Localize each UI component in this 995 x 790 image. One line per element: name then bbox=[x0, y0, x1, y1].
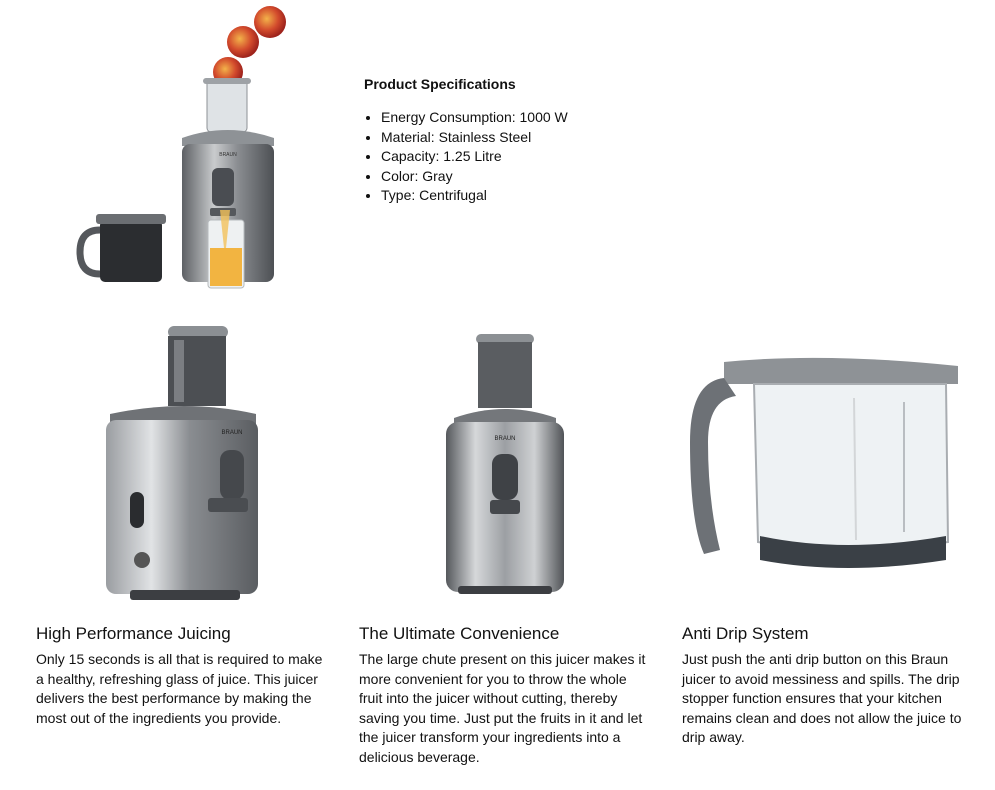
feature-title: Anti Drip System bbox=[682, 624, 809, 643]
feature-title: High Performance Juicing bbox=[36, 624, 231, 643]
juice-jug-image bbox=[684, 322, 966, 607]
spec-item: • Energy Consumption: 1000 W bbox=[381, 108, 664, 128]
svg-text:BRAUN: BRAUN bbox=[221, 430, 243, 436]
feature-title: The Ultimate Convenience bbox=[359, 624, 560, 643]
feature-text: The large chute present on this juicer makes it more convenient for you to throw the whole fruit into the juicer without cutting, thereby saving you time. Just put the fruits in it and let the juicer transform your ingredients into a delicious beverage. bbox=[359, 651, 646, 765]
svg-text:BRAUN: BRAUN bbox=[494, 436, 516, 442]
juicer-side-image bbox=[90, 322, 270, 607]
apple-icon bbox=[213, 6, 286, 87]
svg-text:BRAUN: BRAUN bbox=[219, 152, 237, 158]
feature-high-performance bbox=[36, 624, 326, 728]
specs-title: Product Specifications bbox=[364, 76, 516, 92]
spec-item: • Material: Stainless Steel bbox=[381, 128, 664, 148]
product-hero-image bbox=[70, 0, 300, 295]
spec-item: • Color: Gray bbox=[381, 167, 664, 187]
feature-ultimate-convenience bbox=[359, 624, 649, 767]
feature-anti-drip bbox=[682, 624, 972, 748]
feature-text: Only 15 seconds is all that is required to make a healthy, refreshing glass of juice. This juicer delivers the best performance by making the most out of the ingredients you provide. bbox=[36, 651, 323, 726]
juicer-front-image bbox=[430, 322, 580, 607]
specs-list bbox=[364, 108, 664, 206]
spec-item: • Capacity: 1.25 Litre bbox=[381, 147, 664, 167]
feature-text: Just push the anti drip button on this Braun juicer to avoid messiness and spills. The drip stopper function ensures that your kitchen remains clean and does not allow the juice to drip away. bbox=[682, 651, 962, 745]
product-specifications bbox=[364, 76, 664, 206]
spec-item: • Type: Centrifugal bbox=[381, 186, 664, 206]
